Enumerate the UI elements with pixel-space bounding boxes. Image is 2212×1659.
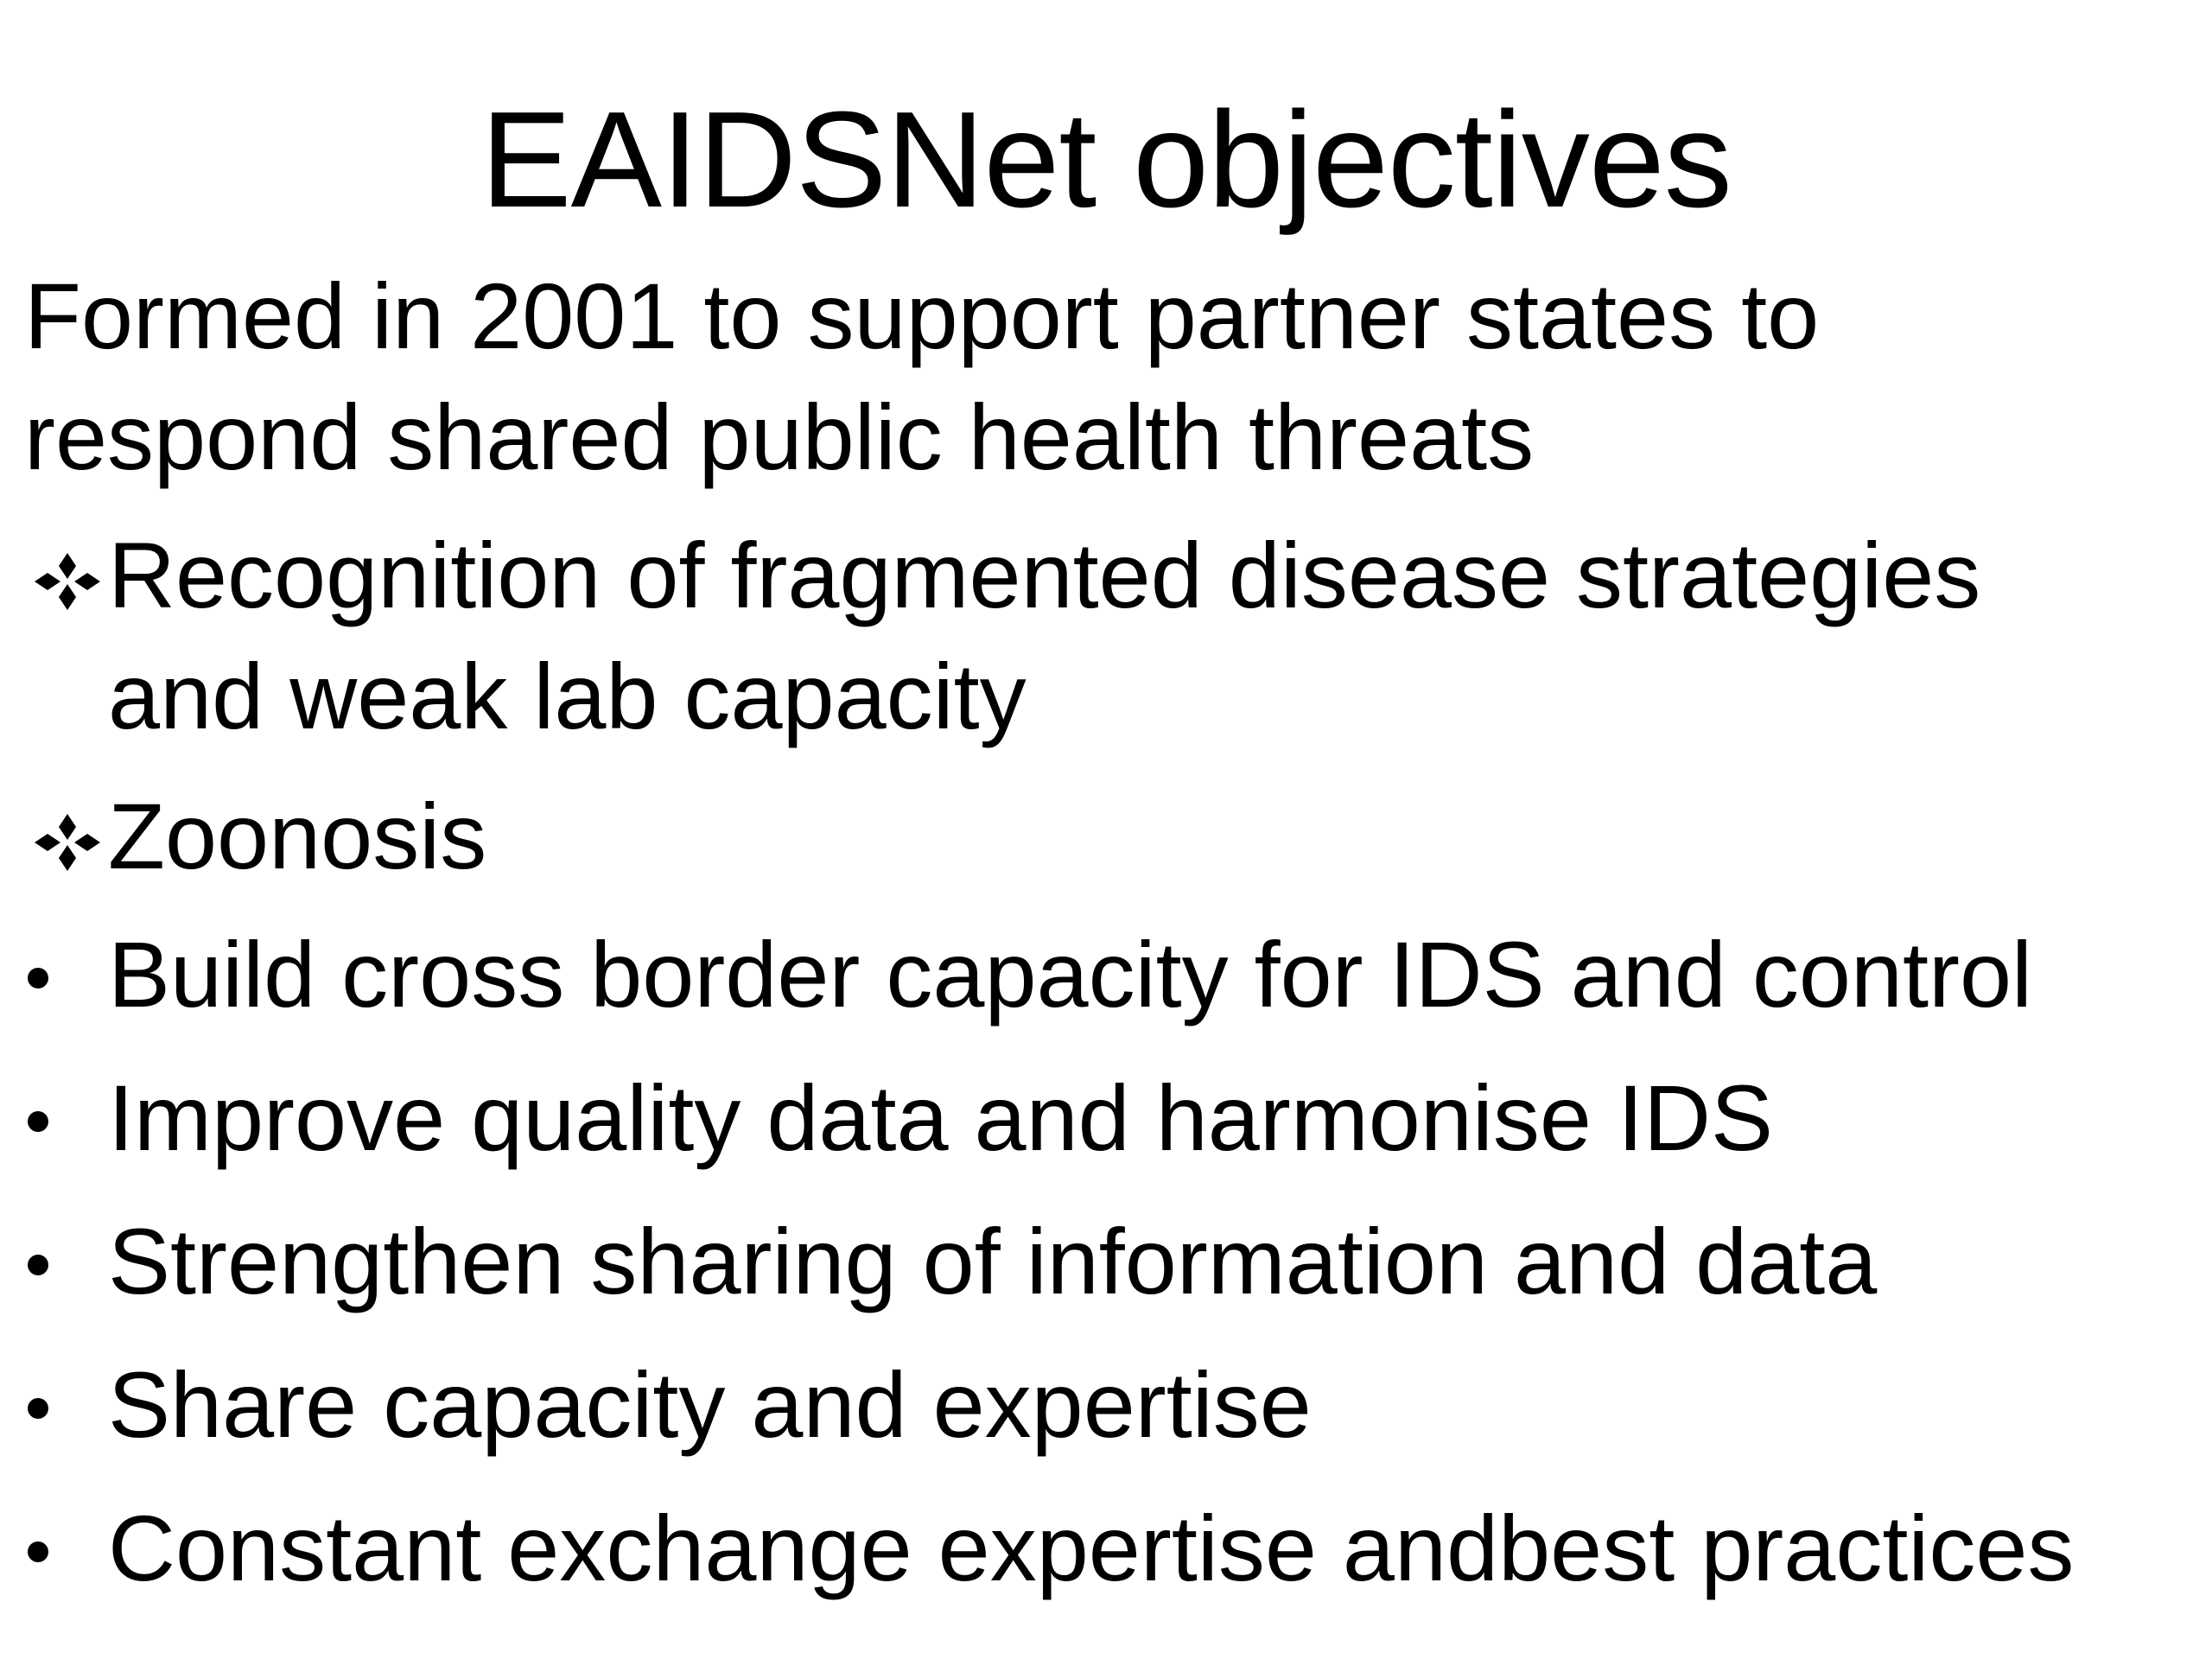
list-item-text: Constant exchange expertise andbest practices — [108, 1496, 2075, 1600]
list-item-text — [108, 515, 1980, 757]
list-item-text: Strengthen sharing of information and data — [108, 1209, 1878, 1313]
intro-paragraph — [24, 256, 2184, 498]
list-item-line: and weak lab capacity — [108, 644, 1027, 748]
list-item-line: Recognition of fragmented disease strategies — [108, 523, 1981, 627]
list-item-text: Improve quality data and harmonise IDS — [108, 1065, 1774, 1170]
intro-line-1: Formed in 2001 to support partner states to — [24, 264, 1820, 368]
list-item-text: Build cross border capacity for IDS and control — [108, 922, 2033, 1027]
slide-title: EAIDSNet objectives — [480, 84, 1732, 236]
intro-line-2: respond shared public health threats — [24, 385, 1535, 489]
list-item-text: Zoonosis — [108, 784, 487, 888]
list-item-text: Share capacity and expertise — [108, 1352, 1312, 1457]
